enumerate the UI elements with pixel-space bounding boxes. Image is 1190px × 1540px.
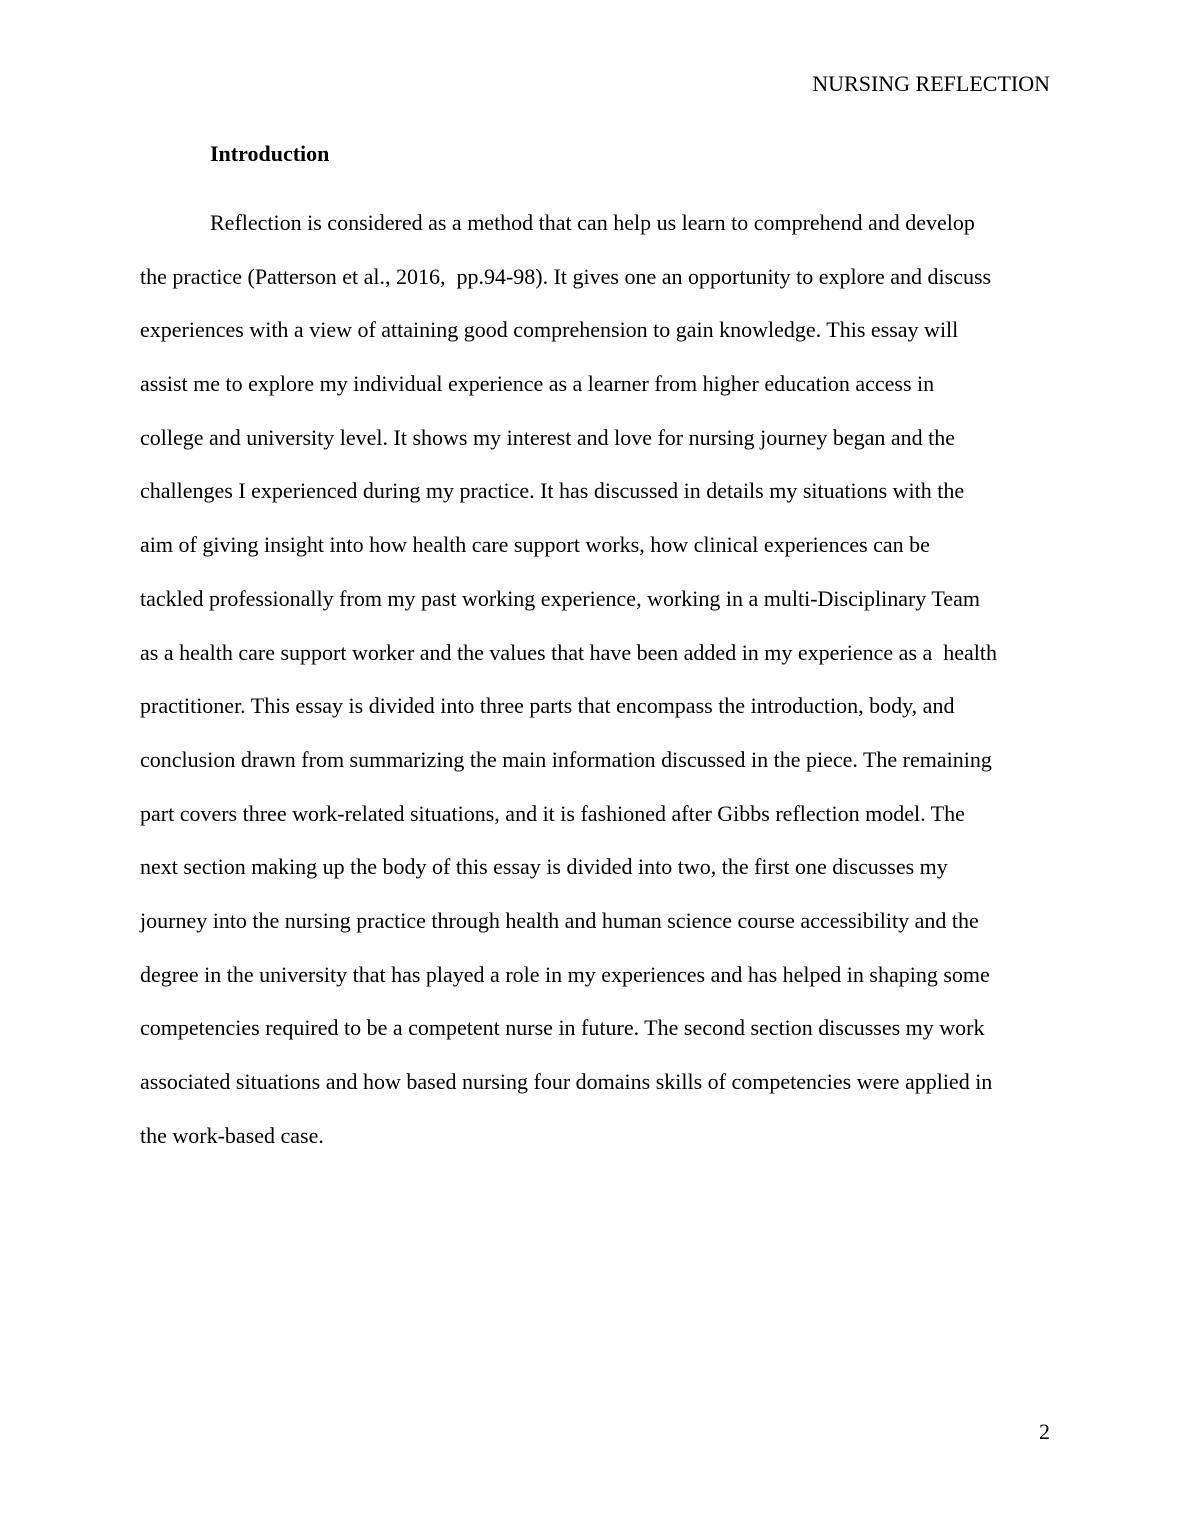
page-number: 2 — [1039, 1419, 1050, 1444]
paragraph-line: experiences with a view of attaining good comprehension to gain knowledge. This essay will — [140, 317, 959, 343]
paragraph-line: practitioner. This essay is divided into three parts that encompass the introduction, body, and — [140, 693, 955, 719]
paragraph-line: competencies required to be a competent nurse in future. The second section discusses my work — [140, 1015, 985, 1041]
paragraph-line: tackled professionally from my past working experience, working in a multi-Disciplinary Team — [140, 585, 980, 611]
paragraph-line: college and university level. It shows my interest and love for nursing journey began and the — [140, 424, 956, 450]
paragraph-line: Reflection is considered as a method that can help us learn to comprehend and develop — [210, 210, 975, 235]
introduction-paragraph — [140, 196, 1070, 1162]
paragraph-line: as a health care support worker and the values that have been added in my experience as a health — [140, 639, 998, 665]
paragraph-line: conclusion drawn from summarizing the main information discussed in the piece. The remaining — [140, 746, 992, 772]
running-head: NURSING REFLECTION — [812, 71, 1050, 96]
paragraph-line: the practice (Patterson et al., 2016, pp.94-98). It gives one an opportunity to explore and discuss — [140, 263, 992, 289]
paragraph-line: aim of giving insight into how health care support works, how clinical experiences can be — [140, 532, 930, 558]
paragraph-line: next section making up the body of this essay is divided into two, the first one discusses my — [140, 854, 948, 880]
paragraph-line: assist me to explore my individual experience as a learner from higher education access in — [140, 371, 935, 397]
paragraph-line: the work-based case. — [140, 1122, 324, 1148]
paragraph-line: journey into the nursing practice through health and human science course accessibility and the — [140, 907, 979, 933]
paragraph-line: part covers three work-related situations, and it is fashioned after Gibbs reflection model. The — [140, 800, 965, 826]
paragraph-line: degree in the university that has played a role in my experiences and has helped in shaping some — [140, 961, 990, 987]
paragraph-line: associated situations and how based nursing four domains skills of competencies were applied in — [140, 1069, 993, 1094]
paragraph-line: challenges I experienced during my practice. It has discussed in details my situations with the — [140, 478, 965, 504]
section-heading: Introduction — [210, 141, 330, 166]
